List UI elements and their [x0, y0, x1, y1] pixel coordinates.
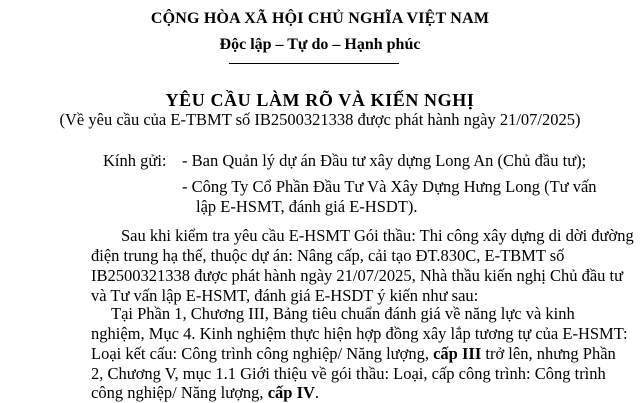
- document-title: YÊU CẦU LÀM RÕ VÀ KIẾN NGHỊ: [165, 90, 475, 110]
- body-line: và Tư vấn lập E-HSMT, đánh giá E-HSDT ý kiến như sau:: [91, 286, 479, 305]
- body-text: .: [314, 383, 320, 402]
- body-line: Sau khi kiểm tra yêu cầu E-HSMT Gói thầu: Thi công xây dựng di dời đường: [121, 226, 634, 245]
- body-line-text: điện trung hạ thế, thuộc dự án: Nâng cấp, cải tạo ĐT.830C, E-TBMT số: [91, 246, 565, 265]
- body-line: [91, 344, 616, 364]
- national-motto: Độc lập – Tự do – Hạnh phúc: [219, 36, 421, 53]
- motto-underline: [229, 63, 399, 64]
- body-line: [91, 246, 581, 266]
- body-text: Loại kết cấu: Công trình công nghiệp/ Năng lượng,: [91, 344, 429, 363]
- greeting-label: Kính gửi:: [103, 151, 167, 170]
- body-text: trở lên, nhưng Phần: [485, 344, 616, 363]
- bold-grade: cấp IV: [267, 383, 315, 402]
- body-line: [91, 383, 319, 403]
- recipient-2-continued: lập E-HSMT, đánh giá E-HSDT).: [196, 197, 418, 216]
- body-text: công nghiệp/ Năng lượng,: [91, 383, 264, 402]
- body-line: nghiệm, Mục 4. Kinh nghiệm thực hiện hợp đồng xây lắp tương tự của E-HSMT:: [91, 324, 628, 343]
- recipient-1: - Ban Quản lý dự án Đầu tư xây dựng Long An (Chủ đầu tư);: [182, 151, 587, 170]
- document-subtitle: (Về yêu cầu của E-TBMT số IB2500321338 được phát hành ngày 21/07/2025): [59, 110, 581, 129]
- bold-grade: cấp III: [433, 344, 482, 363]
- national-title: CỘNG HÒA XÃ HỘI CHỦ NGHĨA VIỆT NAM: [150, 10, 490, 27]
- body-line: 2, Chương V, mục 1.1 Giới thiệu về gói thầu: Loại, cấp công trình: Công trình: [91, 364, 606, 383]
- recipient-2: - Công Ty Cổ Phần Đầu Tư Và Xây Dựng Hưng Long (Tư vấn: [182, 177, 597, 196]
- body-line: IB2500321338 được phát hành ngày 21/07/2025, Nhà thầu kiến nghị Chủ đầu tư: [91, 266, 624, 285]
- body-line: Tại Phần 1, Chương III, Bảng tiêu chuẩn đánh giá về năng lực và kinh: [111, 304, 575, 323]
